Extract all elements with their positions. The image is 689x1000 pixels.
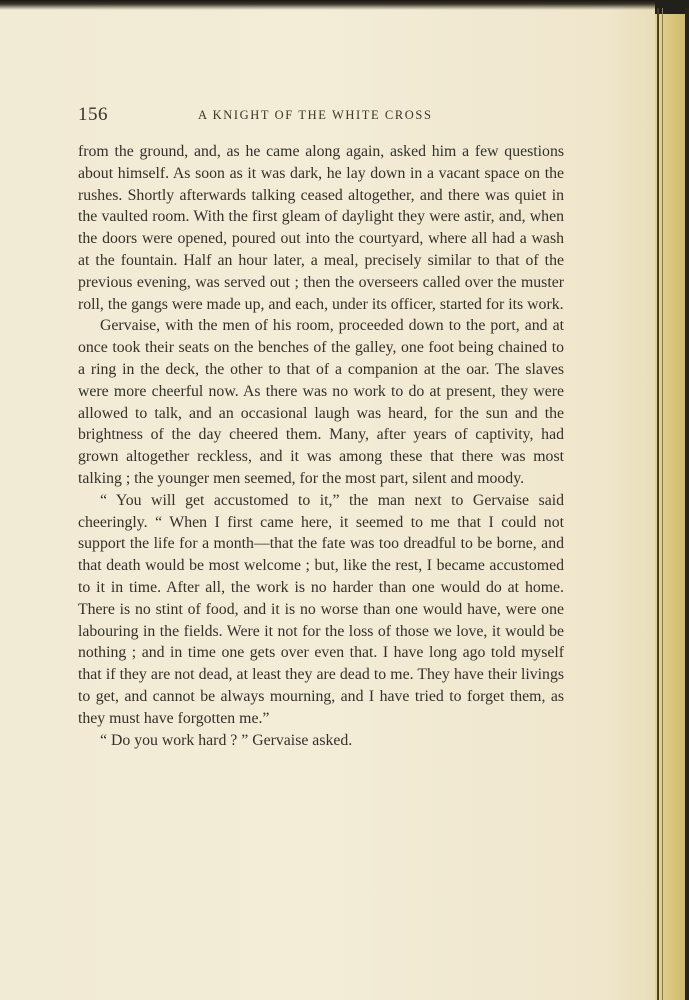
top-shadow [0,0,689,10]
running-title: A KNIGHT OF THE WHITE CROSS [198,108,433,122]
page-edge-line [657,8,659,1000]
page-edge-line [662,8,663,1000]
page-edge-top [655,0,689,14]
page-edge-line [685,8,689,1000]
body-text [78,141,564,751]
paragraph: from the ground, and, as he came along again, asked him a few questions about himself. As soon as it was dark, he lay down in a vacant space on the rushes. Shortly afterwards talking ceased altogether, and there was quiet in the vaulted room. With the first gleam of daylight they were astir, and, when the doors were opened, poured out into the courtyard, where all had a wash at the fountain. Half an hour later, a meal, precisely similar to that of the previous evening, was served out ; then the overseers called over the muster roll, the gangs were made up, and each, under its officer, started for its work. [78,143,564,313]
paragraph: “ You will get accustomed to it,” the man next to Gervaise said cheeringly. “ When I first came here, it seemed to me that I could not support the life for a month—that the fate was too dreadful to be borne, and that death would be most welcome ; but, like the rest, I became accustomed to it in time. After all, the work is no harder than one would do at home. There is no stint of food, and it is no worse than one would have, were one labouring in the fields. Were it not for the loss of those we love, it would be nothing ; and in time one gets over even that. I have long ago told myself that if they are not dead, at least they are dead to me. They have their livings to get, and cannot be always mourning, and I have tried to forget them, as they must have forgotten me.” [78,491,564,727]
paragraph: Gervaise, with the men of his room, proceeded down to the port, and at once took their seats on the benches of the galley, one foot being chained to a ring in the deck, the other to that of a companion at the oar. The slaves were more cheerful now. As there was no work to do at present, they were allowed to talk, and an occasional laugh was heard, for the sun and the brightness of the day cheered them. Many, after years of captivity, had grown altogether reckless, and it was among these that there was most talking ; the younger men seemed, for the most part, silent and moody. [78,317,564,487]
page-header [78,104,564,126]
page-number: 156 [78,104,108,125]
page-edge [655,0,689,1000]
paragraph: “ Do you work hard ? ” Gervaise asked. [100,731,353,749]
